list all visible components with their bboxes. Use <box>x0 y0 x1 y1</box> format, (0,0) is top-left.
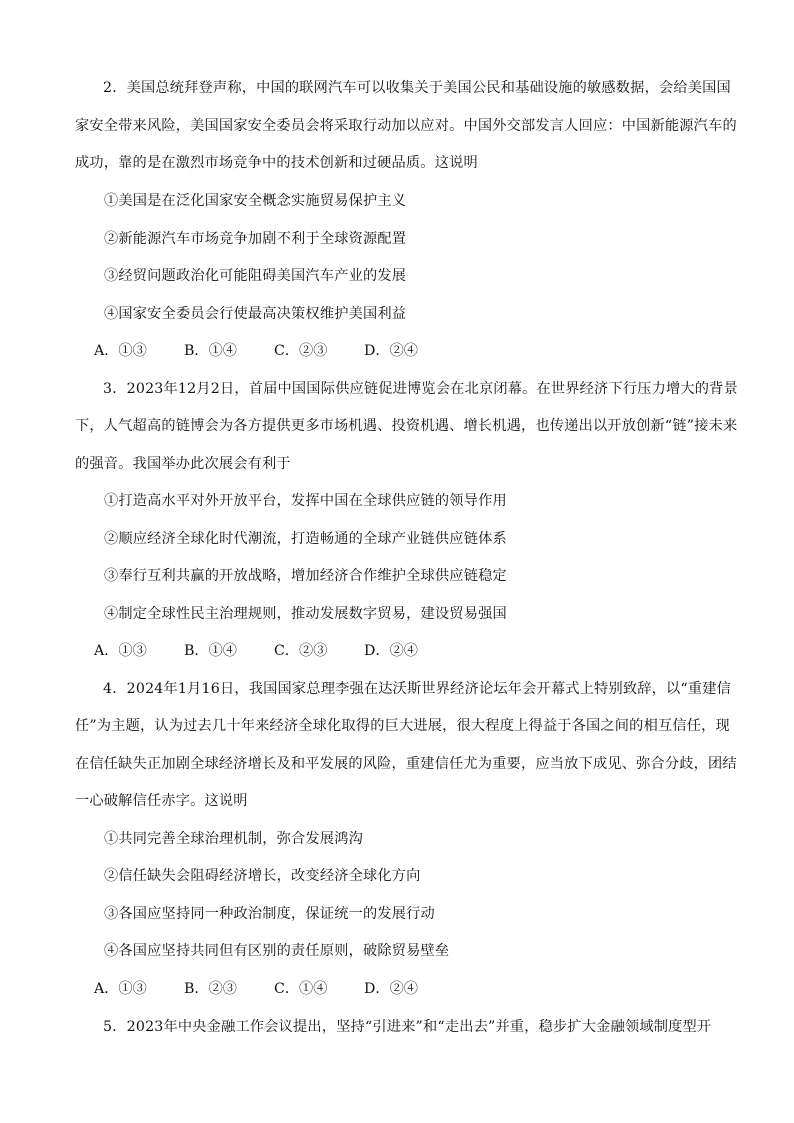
q2-option-3: ③经贸问题政治化可能阻碍美国汽车产业的发展 <box>104 268 407 284</box>
q3-stem-line-3: 的强音。我国举办此次展会有利于 <box>75 456 291 472</box>
q5-stem-line-1: 5．2023年中央金融工作会议提出，坚持“引进来”和“走出去”并重，稳步扩大金融领域制度型开 <box>103 1019 712 1035</box>
q3-option-1: ①打造高水平对外开放平台，发挥中国在全球供应链的领导作用 <box>104 493 507 509</box>
q4-choice-b[interactable]: B．②③ <box>184 981 237 997</box>
q2-choice-b[interactable]: B．①④ <box>184 343 237 359</box>
q4-choice-a[interactable]: A．①③ <box>94 981 147 997</box>
q3-choice-b[interactable]: B．①④ <box>184 643 237 659</box>
q4-stem-line-2: 任”为主题，认为过去几十年来经济全球化取得的巨大进展，很大程度上得益于各国之间的相互信任，现 <box>75 718 730 734</box>
q4-option-2: ②信任缺失会阻碍经济增长，改变经济全球化方向 <box>104 868 421 884</box>
q3-choice-d[interactable]: D．②④ <box>364 643 418 659</box>
q4-stem-line-3: 在信任缺失正加剧全球经济增长及和平发展的风险，重建信任尤为重要，应当放下成见、弥合分歧，团结 <box>75 756 737 772</box>
q2-stem-line-1: 2．美国总统拜登声称，中国的联网汽车可以收集关于美国公民和基础设施的敏感数据，会给美国国 <box>103 80 731 96</box>
q2-stem-line-2: 家安全带来风险，美国国家安全委员会将采取行动加以应对。中国外交部发言人回应：中国新能源汽车的 <box>75 118 737 134</box>
q2-option-2: ②新能源汽车市场竞争加剧不利于全球资源配置 <box>104 231 407 247</box>
q3-option-3: ③奉行互利共赢的开放战略，增加经济合作维护全球供应链稳定 <box>104 568 507 584</box>
q4-option-4: ④各国应坚持共同但有区别的责任原则，破除贸易壁垒 <box>104 943 450 959</box>
q2-stem-line-3: 成功，靠的是在激烈市场竞争中的技术创新和过硬品质。这说明 <box>75 155 478 171</box>
q2-choice-c[interactable]: C．②③ <box>274 343 328 359</box>
q4-option-1: ①共同完善全球治理机制，弥合发展鸿沟 <box>104 831 363 847</box>
q2-option-1: ①美国是在泛化国家安全概念实施贸易保护主义 <box>104 193 407 209</box>
q4-stem-line-4: 一心破解信任赤字。这说明 <box>75 793 248 809</box>
q2-choice-a[interactable]: A．①③ <box>94 343 147 359</box>
q3-choices <box>94 640 454 660</box>
q4-stem-line-1: 4．2024年1月16日，我国国家总理李强在达沃斯世界经济论坛年会开幕式上特别致辞，以“重建信 <box>103 681 731 697</box>
q3-choice-c[interactable]: C．②③ <box>274 643 328 659</box>
q4-choice-c[interactable]: C．①④ <box>274 981 328 997</box>
q4-choices <box>94 978 454 998</box>
q3-choice-a[interactable]: A．①③ <box>94 643 147 659</box>
q3-stem-line-2: 下，人气超高的链博会为各方提供更多市场机遇、投资机遇、增长机遇，也传递出以开放创新“链”接未来 <box>75 418 738 434</box>
q3-option-4: ④制定全球性民主治理规则，推动发展数字贸易，建设贸易强国 <box>104 606 507 622</box>
q4-option-3: ③各国应坚持同一种政治制度，保证统一的发展行动 <box>104 906 435 922</box>
q2-option-4: ④国家安全委员会行使最高决策权维护美国利益 <box>104 306 407 322</box>
q3-option-2: ②顺应经济全球化时代潮流，打造畅通的全球产业链供应链体系 <box>104 531 507 547</box>
q4-choice-d[interactable]: D．②④ <box>364 981 418 997</box>
q2-choices <box>94 340 454 360</box>
q2-choice-d[interactable]: D．②④ <box>364 343 418 359</box>
q3-stem-line-1: 3．2023年12月2日，首届中国国际供应链促进博览会在北京闭幕。在世界经济下行压力增大的背景 <box>103 381 738 397</box>
